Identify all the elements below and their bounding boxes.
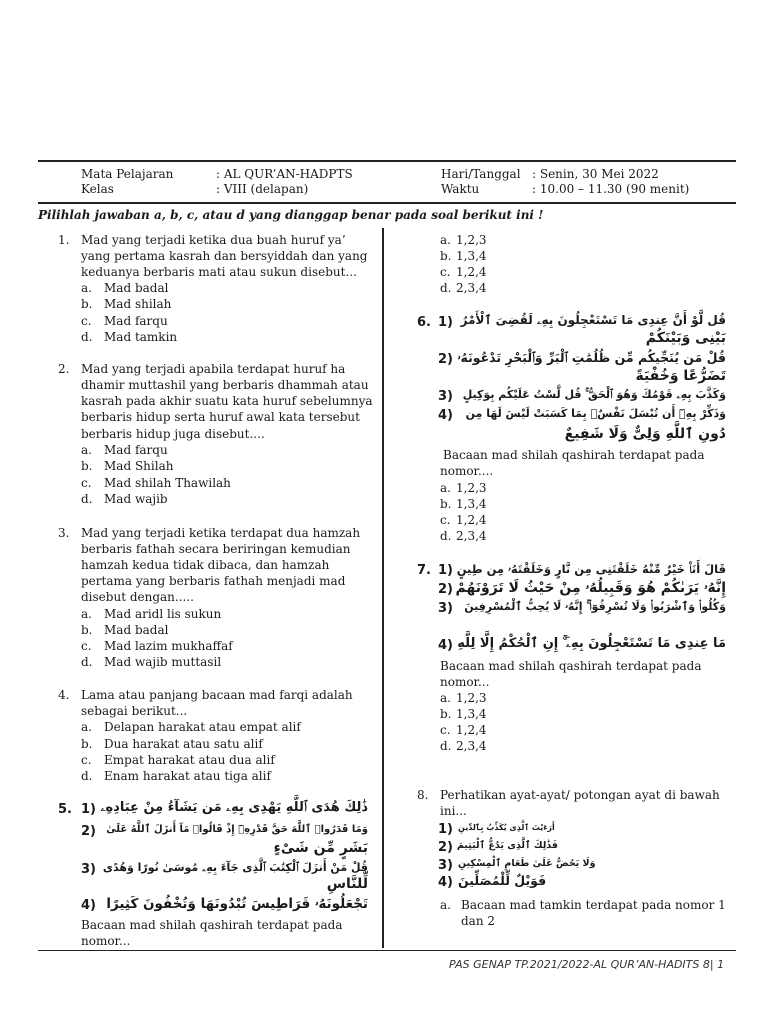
q8-opt-a-line-1: Bacaan mad tamkin terdapat pada nomor 1 — [461, 898, 726, 912]
q5-ayah-4: تَجْعَلُونَهُۥ قَرَاطِيسَ تُبْدُونَهَا وَتُخْفُونَ كَثِيرًا — [106, 896, 368, 912]
q7-opt-a-letter: a. — [440, 691, 451, 705]
q1-opt-a-letter: a. — [81, 281, 92, 295]
q1-opt-b: Mad shilah — [104, 297, 172, 311]
q4-opt-b-letter: b. — [81, 737, 93, 751]
subject-value: : AL QUR’AN-HADPTS — [216, 167, 353, 181]
q2-number: 2. — [58, 362, 70, 376]
q8-opt-a-letter: a. — [440, 898, 451, 912]
q7-item-2-num: 2) — [438, 582, 453, 597]
q4-opt-c: Empat harakat atau dua alif — [104, 753, 275, 767]
q6-item-3-num: 3) — [438, 389, 453, 404]
q8-ayah-3: وَلَا يَحُضُّ عَلَىٰ طَعَامِ ٱلْمِسْكِينِ — [458, 858, 596, 869]
q6-ayah-2-cont: تَضَرُّعًا وَخُفْيَةً — [635, 368, 726, 384]
time-label: Waktu — [441, 182, 480, 196]
page-footer: PAS GENAP TP.2021/2022-AL QUR’AN-HADITS 8| 1 — [449, 958, 725, 971]
q7-opt-c: 1,2,4 — [456, 723, 487, 737]
q2-opt-a: Mad farqu — [104, 443, 168, 457]
q8-ayah-2: فَذَٰلِكَ ٱلَّذِى يَدُعُّ ٱلْيَتِيمَ — [456, 840, 558, 851]
q5-opt-b: 1,3,4 — [456, 249, 487, 263]
q4-opt-d-letter: d. — [81, 769, 93, 783]
q3-line-1: Mad yang terjadi ketika terdapat dua hamzah — [81, 526, 361, 540]
q3-opt-b: Mad badal — [104, 623, 169, 637]
q5-ayah-2: وَمَا قَدَرُوا۟ ٱللَّهَ حَقَّ قَدْرِهِۦٓ إِذْ قَالُوا۟ مَآ أَنزَلَ ٱللَّهُ عَلَىٰ — [106, 824, 368, 835]
q2-line-5: berbaris hidup juga disebut.... — [81, 427, 265, 441]
q5-opt-d-letter: d. — [440, 281, 452, 295]
q1-opt-d-letter: d. — [81, 330, 93, 344]
q1-opt-b-letter: b. — [81, 297, 93, 311]
q1-opt-a: Mad badal — [104, 281, 169, 295]
q2-opt-b: Mad Shilah — [104, 459, 174, 473]
q6-opt-a-letter: a. — [440, 481, 451, 495]
q4-opt-b: Dua harakat atau satu alif — [104, 737, 263, 751]
q3-opt-a-letter: a. — [81, 607, 92, 621]
q3-opt-d-letter: d. — [81, 655, 93, 669]
q2-line-1: Mad yang terjadi apabila terdapat huruf ha — [81, 362, 346, 376]
q4-line-1: Lama atau panjang bacaan mad farqi adalah — [81, 688, 353, 702]
q7-opt-d-letter: d. — [440, 739, 452, 753]
q6-ayah-1-cont: بَيْنِى وَبَيْنَكُمْ — [645, 330, 726, 346]
q7-ayah-3: وَكُلُوا۟ وَٱشْرَبُوا۟ وَلَا تُسْرِفُوٓا۟ ۚ إِنَّهُۥ لَا يُحِبُّ ٱلْمُسْرِفِينَ — [464, 600, 726, 613]
q8-line-2: ini... — [440, 804, 467, 818]
q6-opt-c-letter: c. — [440, 513, 451, 527]
q7-item-4-num: 4) — [438, 638, 453, 653]
q1-line-3: keduanya berbaris mati atau sukun disebut... — [81, 265, 357, 279]
q5-opt-a-letter: a. — [440, 233, 451, 247]
q7-opt-b-letter: b. — [440, 707, 452, 721]
q2-opt-c: Mad shilah Thawilah — [104, 476, 231, 490]
q8-opt-a-line-2: dan 2 — [461, 914, 496, 928]
q8-item-1-num: 1) — [438, 822, 453, 837]
q3-line-2: berbaris fathah secara beriringan kemudian — [81, 542, 351, 556]
q6-ayah-3: وَكَذَّبَ بِهِۦ قَوْمُكَ وَهُوَ ٱلْحَقُّ ۚ قُل لَّسْتُ عَلَيْكُم بِوَكِيلٍ — [462, 388, 726, 401]
q5-opt-b-letter: b. — [440, 249, 452, 263]
q6-opt-a: 1,2,3 — [456, 481, 487, 495]
q7-ayah-2: إِنَّهُۥ يَرَىٰكُمْ هُوَ وَقَبِيلُهُۥ مِنْ حَيْثُ لَا تَرَوْنَهُمْ — [455, 580, 726, 596]
q4-opt-a-letter: a. — [81, 720, 92, 734]
q8-ayah-1: أَرَءَيْتَ ٱلَّذِى يُكَذِّبُ بِٱلدِّينِ — [458, 823, 555, 832]
q1-line-1: Mad yang terjadi ketika dua buah huruf ya’ — [81, 233, 346, 247]
q6-number: 6. — [417, 315, 431, 330]
q6-ayah-1: قُل لَّوْ أَنَّ عِندِى مَا تَسْتَعْجِلُونَ بِهِۦ لَقُضِىَ ٱلْأَمْرُ — [460, 313, 726, 327]
footer-rule — [38, 950, 736, 951]
time-value: : 10.00 – 11.30 (90 menit) — [532, 182, 690, 196]
q6-stem-2: nomor.... — [440, 464, 494, 478]
q5-number: 5. — [58, 802, 72, 817]
q5-opt-d: 2,3,4 — [456, 281, 487, 295]
q5-stem-1: Bacaan mad shilah qashirah terdapat pada — [81, 918, 343, 932]
q3-opt-c: Mad lazim mukhaffaf — [104, 639, 233, 653]
q7-number: 7. — [417, 563, 431, 578]
q7-opt-b: 1,3,4 — [456, 707, 487, 721]
q3-number: 3. — [58, 526, 70, 540]
q1-opt-c: Mad farqu — [104, 314, 168, 328]
q5-opt-a: 1,2,3 — [456, 233, 487, 247]
q3-opt-a: Mad aridl lis sukun — [104, 607, 222, 621]
q2-line-3: kasrah pada akhir suatu kata huruf sebelumnya — [81, 394, 373, 408]
q3-opt-b-letter: b. — [81, 623, 93, 637]
q6-ayah-4-cont: دُونِ ٱللَّهِ وَلِىٌّ وَلَا شَفِيعٌ — [564, 426, 726, 442]
q2-opt-c-letter: c. — [81, 476, 92, 490]
q7-opt-d: 2,3,4 — [456, 739, 487, 753]
q5-ayah-3: قُلْ مَنْ أَنزَلَ ٱلْكِتَٰبَ ٱلَّذِى جَآءَ بِهِۦ مُوسَىٰ نُورًا وَهُدًى — [102, 861, 368, 874]
day-value: : Senin, 30 Mei 2022 — [532, 167, 659, 181]
q6-opt-d-letter: d. — [440, 529, 452, 543]
q6-item-1-num: 1) — [438, 315, 453, 330]
q2-opt-a-letter: a. — [81, 443, 92, 457]
q2-line-4: berbaris hidup serta huruf awal kata tersebut — [81, 410, 360, 424]
q2-opt-b-letter: b. — [81, 459, 93, 473]
q4-opt-d: Enam harakat atau tiga alif — [104, 769, 271, 783]
q6-item-4-num: 4) — [438, 408, 453, 423]
q8-item-2-num: 2) — [438, 840, 453, 855]
q5-item-4-num: 4) — [81, 898, 96, 913]
q4-number: 4. — [58, 688, 70, 702]
subject-label: Mata Pelajaran — [81, 167, 174, 181]
day-label: Hari/Tanggal — [441, 167, 521, 181]
q2-opt-d-letter: d. — [81, 492, 93, 506]
q7-item-3-num: 3) — [438, 601, 453, 616]
q6-opt-b: 1,3,4 — [456, 497, 487, 511]
q5-item-3-num: 3) — [81, 862, 96, 877]
q1-opt-d: Mad tamkin — [104, 330, 178, 344]
q8-number: 8. — [417, 788, 429, 802]
q3-opt-d: Mad wajib muttasil — [104, 655, 222, 669]
q8-item-4-num: 4) — [438, 875, 453, 890]
q7-stem-2: nomor... — [440, 675, 490, 689]
q1-line-2: yang pertama kasrah dan bersyiddah dan yang — [81, 249, 368, 263]
q6-ayah-2: قُلْ مَن يُنَجِّيكُم مِّن ظُلُمَٰتِ ٱلْبَرِّ وَٱلْبَحْرِ تَدْعُونَهُۥ — [457, 350, 726, 365]
header-box — [38, 160, 736, 204]
q5-stem-2: nomor... — [81, 934, 131, 948]
q5-ayah-3-cont: لِّلنَّاسِ — [326, 876, 368, 892]
q6-opt-d: 2,3,4 — [456, 529, 487, 543]
class-label: Kelas — [81, 182, 114, 196]
q5-ayah-2-cont: بَشَرٍ مِّن شَىْءٍ — [273, 840, 368, 856]
q7-ayah-4: مَا عِندِى مَا تَسْتَعْجِلُونَ بِهِۦٓ ۚ إِنِ ٱلْحُكْمُ إِلَّا لِلَّهِ — [457, 636, 726, 651]
q5-item-1-num: 1) — [81, 802, 96, 817]
q7-stem-1: Bacaan mad shilah qashirah terdapat pada — [440, 659, 702, 673]
q7-ayah-1: قَالَ أَنَا۠ خَيْرٌ مِّنْهُ خَلَقْتَنِى مِن نَّارٍ وَخَلَقْتَهُۥ مِن طِينٍ — [456, 562, 726, 576]
q1-opt-c-letter: c. — [81, 314, 92, 328]
q5-item-2-num: 2) — [81, 824, 96, 839]
class-value: : VIII (delapan) — [216, 182, 309, 196]
q7-opt-c-letter: c. — [440, 723, 451, 737]
q7-item-1-num: 1) — [438, 563, 453, 578]
q5-ayah-1: ذَٰلِكَ هُدَى ٱللَّهِ يَهْدِى بِهِۦ مَن يَشَآءُ مِنْ عِبَادِهِۦ — [100, 800, 368, 815]
q8-item-3-num: 3) — [438, 858, 453, 873]
q3-opt-c-letter: c. — [81, 639, 92, 653]
q2-line-2: dhamir muttashil yang berbaris dhammah atau — [81, 378, 369, 392]
q4-opt-c-letter: c. — [81, 753, 92, 767]
q3-line-5: disebut dengan..... — [81, 590, 194, 604]
q5-opt-c-letter: c. — [440, 265, 451, 279]
q8-ayah-4: فَوَيْلٌ لِّلْمُصَلِّينَ — [458, 873, 547, 888]
column-divider — [382, 228, 384, 948]
q6-item-2-num: 2) — [438, 352, 453, 367]
q6-opt-c: 1,2,4 — [456, 513, 487, 527]
q6-stem-1: Bacaan mad shilah qashirah terdapat pada — [443, 448, 705, 462]
instruction: Pilihlah jawaban a, b, c, atau d yang dianggap benar pada soal berikut ini ! — [38, 208, 544, 222]
q8-line-1: Perhatikan ayat-ayat/ potongan ayat di bawah — [440, 788, 720, 802]
q1-number: 1. — [58, 233, 70, 247]
q3-line-3: hamzah kedua tidak dibaca, dan hamzah — [81, 558, 330, 572]
q3-line-4: pertama yang berbaris fathah menjadi mad — [81, 574, 346, 588]
q6-opt-b-letter: b. — [440, 497, 452, 511]
q7-opt-a: 1,2,3 — [456, 691, 487, 705]
q4-line-2: sebagai berikut... — [81, 704, 188, 718]
q4-opt-a: Delapan harakat atau empat alif — [104, 720, 301, 734]
q5-opt-c: 1,2,4 — [456, 265, 487, 279]
q6-ayah-4: وَذَكِّرْ بِهِۦٓ أَن تُبْسَلَ نَفْسٌۢ بِمَا كَسَبَتْ لَيْسَ لَهَا مِن — [465, 407, 726, 420]
q2-opt-d: Mad wajib — [104, 492, 168, 506]
